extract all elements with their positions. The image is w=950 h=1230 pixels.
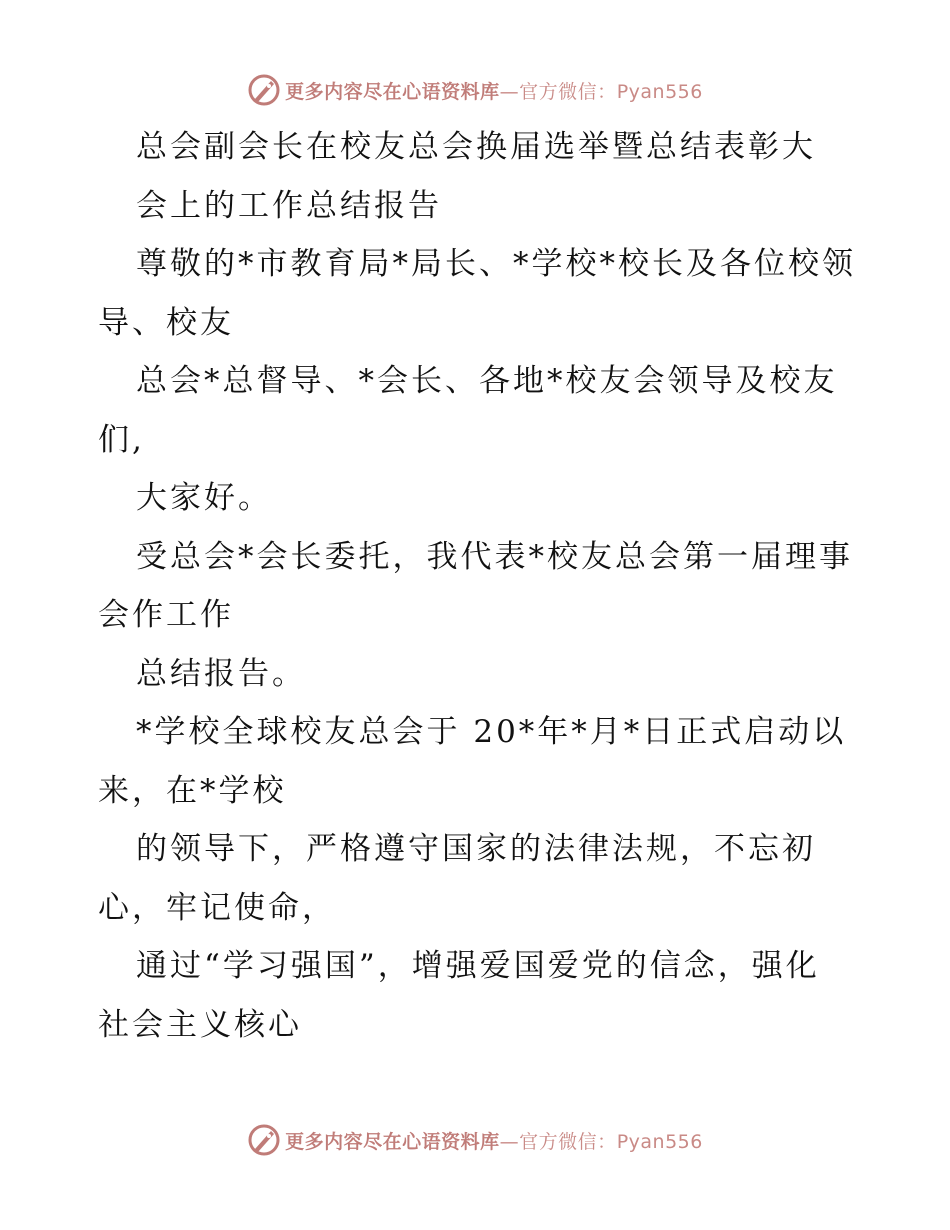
watermark-sub: 官方微信： [519, 1130, 617, 1153]
text-line: 大家好。 [136, 480, 272, 516]
text-line: 导、校友 [98, 304, 234, 341]
footer-watermark [0, 1120, 950, 1160]
text-line: 社会主义核心 [98, 1006, 302, 1043]
text-line: *学校全球校友总会于 20*年*月*日正式启动以 [136, 714, 847, 750]
text-line: 们, [98, 421, 145, 458]
text-line: 的领导下，严格遵守国家的法律法规，不忘初 [136, 831, 816, 867]
document-body [98, 118, 858, 1054]
watermark-id: Pyan556 [616, 80, 703, 103]
text-line: 会上的工作总结报告 [136, 187, 442, 224]
text-line: 受总会*会长委托，我代表*校友总会第一届理事 [136, 538, 853, 575]
text-line: 总会副会长在校友总会换届选举暨总结表彰大 [136, 129, 816, 165]
watermark-main: 更多内容尽在心语资料库 [285, 80, 500, 103]
text-line: 总会*总督导、*会长、各地*校友会领导及校友 [136, 363, 838, 399]
watermark-id: Pyan556 [616, 1130, 703, 1153]
text-line: 总结报告。 [136, 655, 306, 692]
text-line: 来，在*学校 [98, 772, 287, 809]
text-line: 尊敬的*市教育局*局长、*学校*校长及各位校领 [136, 246, 856, 282]
watermark-sub: 官方微信： [519, 80, 617, 103]
watermark-text [285, 1127, 703, 1154]
pen-logo-icon [247, 1123, 281, 1157]
text-line: 会作工作 [98, 597, 234, 633]
pen-logo-icon [247, 73, 281, 107]
watermark-dash: — [499, 80, 520, 103]
watermark-text [285, 77, 703, 104]
text-line: 通过“学习强国”，增强爱国爱党的信念，强化 [136, 948, 820, 984]
text-line: 心，牢记使命， [98, 889, 336, 926]
header-watermark [0, 70, 950, 110]
watermark-main: 更多内容尽在心语资料库 [285, 1130, 500, 1153]
watermark-dash: — [499, 1130, 520, 1153]
